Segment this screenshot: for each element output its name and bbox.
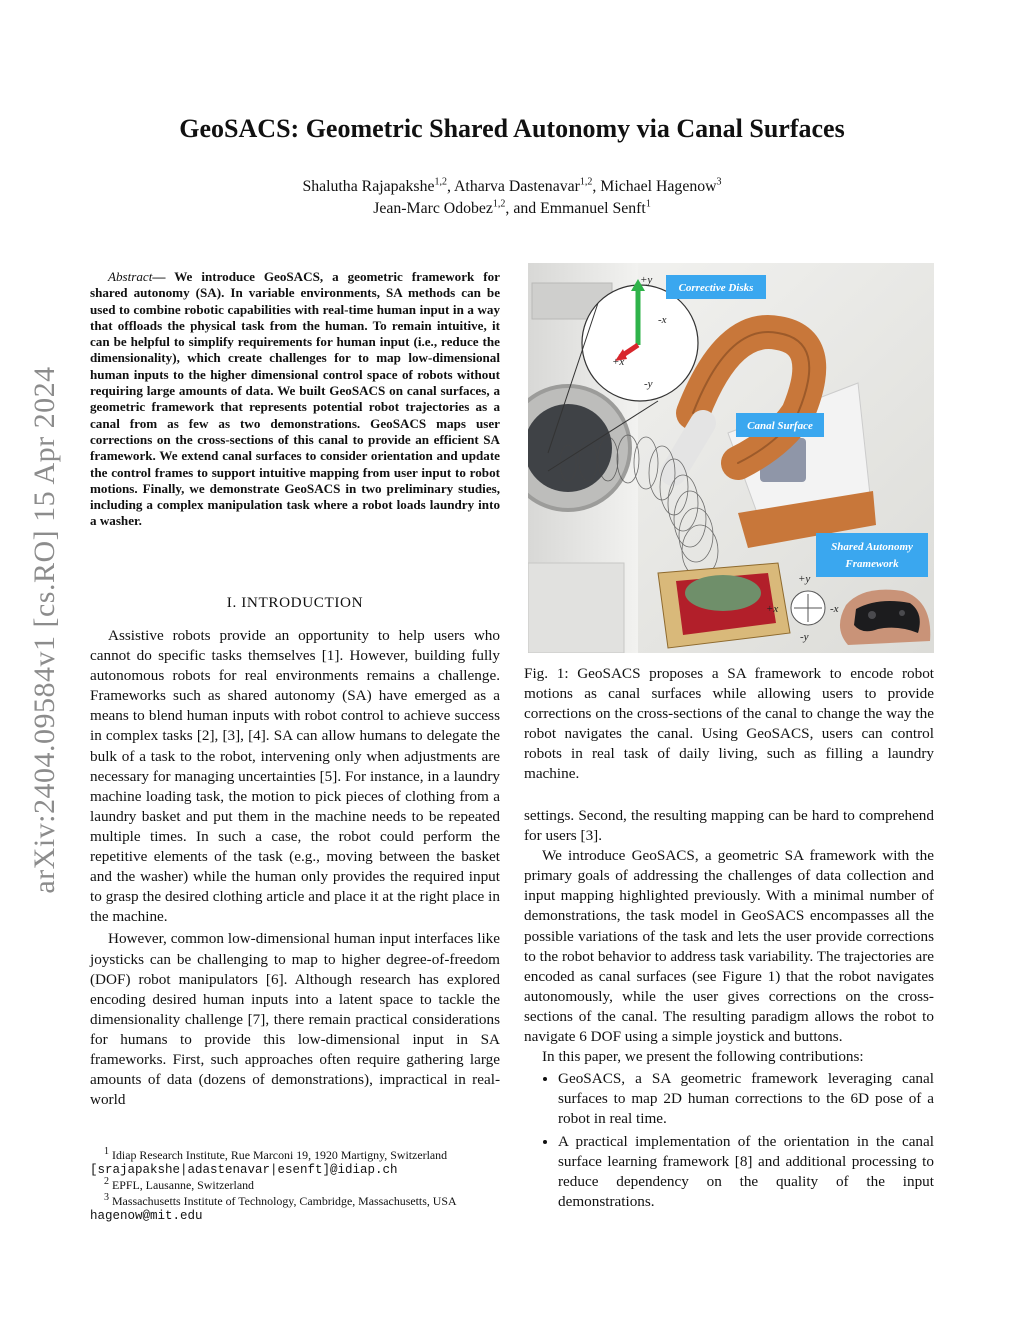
author-affiliation: 1,2: [434, 176, 447, 188]
list-item: • A practical implementation of the orientation in the canal surface learning framework [8] and additional processing to reduce dependency on the quality of the input demonstrations.: [558, 1132, 934, 1212]
svg-text:Corrective Disks: Corrective Disks: [678, 282, 754, 294]
paragraph: Assistive robots provide an opportunity to help users who cannot do specific tasks themselves [1]. However, building fully autonomous robots for real environments remains a challenge. Frameworks such as shared autonomy (SA) have emerged as a means to blend human inputs with robot control to achieve success in complex tasks [2], [3], [4]. SA can allow humans to delegate the bulk of a task to the robot, intervening only when adjustments are necessary for managing uncertainties [5]. For instance, in a laundry machine loading task, the motion to pick pieces of clothing from a laundry basket and put them in the machine needs to be repeated multiple times. In such a case, the robot could perform the repetitive elements of the task (e.g., moving between the basket and the washer) while the human only provides the required input to grasp the desired clothing article and place it at the right place in the machine.: [90, 627, 500, 926]
author-affiliation: 1,2: [492, 198, 506, 210]
footnote-2: $^2$ EPFL, Lausanne, Switzerland: [104, 1176, 254, 1193]
author-line-2: Jean-Marc Odobez$^{1,2}$, and Emmanuel Senft$^1$: [373, 198, 651, 217]
joystick-label-minus-x: -x: [830, 603, 839, 615]
footnote-1: $^1$ Idiap Research Institute, Rue Marconi 19, 1920 Martigny, Switzerland: [104, 1146, 448, 1162]
figure-1-illustration: [528, 263, 934, 653]
abstract: Abstract— We introduce GeoSACS, a geometric framework for shared autonomy (SA). In variable environments, SA methods can be used to combine robotic capabilities with real-time human input in a way that offloads the physical task from the human. To remain intuitive, it can be helpful to simplify requirements for human input (i.e., reduce the dimensionality), which create challenges for to map low-dimensional human inputs to the higher dimensional control space of robots without requiring large amounts of data. We built GeoSACS on canal surfaces, a geometric framework that represents potential robot trajectories as a canal from as few as two demonstrations. GeoSACS maps user corrections on the cross-sections of this canal to provide an efficient SA framework. We extend canal surfaces to consider orientation and update the control frames to support intuitive mapping from user input to robot motions. Finally, we demonstrate GeoSACS in two preliminary studies, including a complex manipulation task where a robot loads laundry into a washer.: [90, 269, 500, 529]
paper-title: GeoSACS: Geometric Shared Autonomy via Canal Surfaces: [179, 114, 845, 143]
section-heading-introduction: I. INTRODUCTION: [226, 594, 364, 611]
arxiv-identifier: arXiv:2404.09584v1 [cs.RO] 15 Apr 2024: [28, 366, 61, 894]
paragraph: However, common low-dimensional human input interfaces like joysticks can be challenging to map to higher degree-of-freedom (DOF) robot manipulators [6]. Although research has explored encoding desired human inputs into a latent space to tackle the dimensionality challenge [7], there remain practical considerations for humans to provide this low-dimensional input in SA frameworks. First, such approaches often require gathering large amounts of data (dozens of demonstrations), impractical in real-world: [90, 930, 500, 1109]
axis-label-plus-y: +y: [640, 274, 653, 286]
arxiv-sidebar: [20, 300, 70, 960]
list-item: • GeoSACS, a SA geometric framework leveraging canal surfaces to map 2D human corrections to the 6D pose of a robot in real time.: [558, 1069, 934, 1129]
joystick-label-minus-y: -y: [800, 631, 809, 643]
svg-text:Framework: Framework: [845, 558, 899, 570]
contribution-list: [524, 1069, 934, 1212]
paragraph: settings. Second, the resulting mapping can be hard to comprehend for users [3].: [524, 807, 934, 845]
author-name: Shalutha Rajapakshe: [302, 178, 435, 195]
right-column-body: [524, 806, 934, 1214]
footnote-3: $^3$ Massachusetts Institute of Technology, Cambridge, Massachusetts, USA: [104, 1191, 457, 1208]
caption-label: Fig. 1:: [524, 665, 569, 682]
footnotes: [90, 1148, 502, 1224]
svg-text:Shared Autonomy: Shared Autonomy: [831, 541, 913, 553]
author-name: Michael Hagenow: [600, 178, 717, 195]
paragraph: We introduce GeoSACS, a geometric SA framework with the primary goals of addressing the challenges of data collection and input mapping highlighted previously. With a minimal number of demonstrations, the task model in GeoSACS encompasses all the possible variations of the task and lets the user provide corrections to the robot behavior to address task variability. The trajectories are encoded as canal surfaces (see Figure 1) that the robot navigates autonomously, while the user gives corrections on the cross-sections of the canal. The resulting paradigm allows the robot to navigate 6 DOF using a simple joystick and buttons.: [524, 847, 934, 1046]
joystick-label-plus-y: +y: [798, 573, 811, 585]
joystick-label-plus-x: +x: [766, 603, 779, 615]
abstract-label: Abstract: [108, 269, 153, 284]
axis-label-minus-y: -y: [644, 378, 653, 390]
svg-text:Canal Surface: Canal Surface: [747, 420, 813, 432]
author-affiliation: 1,2: [579, 176, 593, 188]
author-line-1: Shalutha Rajapakshe$^{1,2}$, Atharva Dastenavar$^{1,2}$, Michael Hagenow$^3$: [302, 176, 722, 195]
figure-1: [528, 263, 934, 653]
paragraph: In this paper, we present the following contributions:: [542, 1048, 864, 1066]
label-corrective-disks: [666, 275, 766, 299]
author-name: Jean-Marc Odobez: [373, 200, 493, 217]
author-name: Emmanuel Senft: [540, 200, 646, 217]
left-column-body: [90, 626, 500, 1110]
abstract-text: We introduce GeoSACS, a geometric framework for shared autonomy (SA). In variable environments, SA methods can be used to combine robotic capabilities with real-time human input in a way that offloads the physical task from the human. To remain intuitive, it can be helpful to simplify requirements for human input (i.e., reduce the dimensionality), which create challenges for to map low-dimensional human inputs to the higher dimensional control space of robots without requiring large amounts of data. We built GeoSACS on canal surfaces, a geometric framework that represents potential robot trajectories as a canal from as few as two demonstrations. GeoSACS maps user corrections on the cross-sections of this canal to provide an efficient SA framework. We extend canal surfaces to consider orientation and update the control frames to support intuitive mapping from user input to robot motions. Finally, we demonstrate GeoSACS in two preliminary studies, including a complex manipulation task where a robot loads laundry into a washer.: [90, 269, 500, 529]
caption-text: GeoSACS proposes a SA framework to encode robot motions as canal surfaces while allowing users to provide corrections on the cross-sections of the canal to change the way the robot navigates the canal. Using GeoSACS, users can control robots in real task of daily living, such as filling a laundry machine.: [524, 665, 935, 783]
footnote-3-email[interactable]: hagenow@mit.edu: [90, 1208, 203, 1223]
author-affiliation: 3: [716, 176, 722, 188]
label-shared-autonomy-framework: [816, 533, 928, 577]
axis-label-minus-x: -x: [658, 314, 667, 326]
author-name: Atharva Dastenavar: [454, 178, 580, 195]
figure-1-caption: [524, 664, 934, 785]
axis-label-plus-x: +x: [612, 356, 625, 368]
author-affiliation: 1: [645, 198, 651, 210]
author-list: [150, 176, 874, 220]
label-canal-surface: [736, 413, 824, 437]
footnote-1-email[interactable]: [srajapakshe|adastenavar|esenft]@idiap.ch: [90, 1163, 398, 1178]
